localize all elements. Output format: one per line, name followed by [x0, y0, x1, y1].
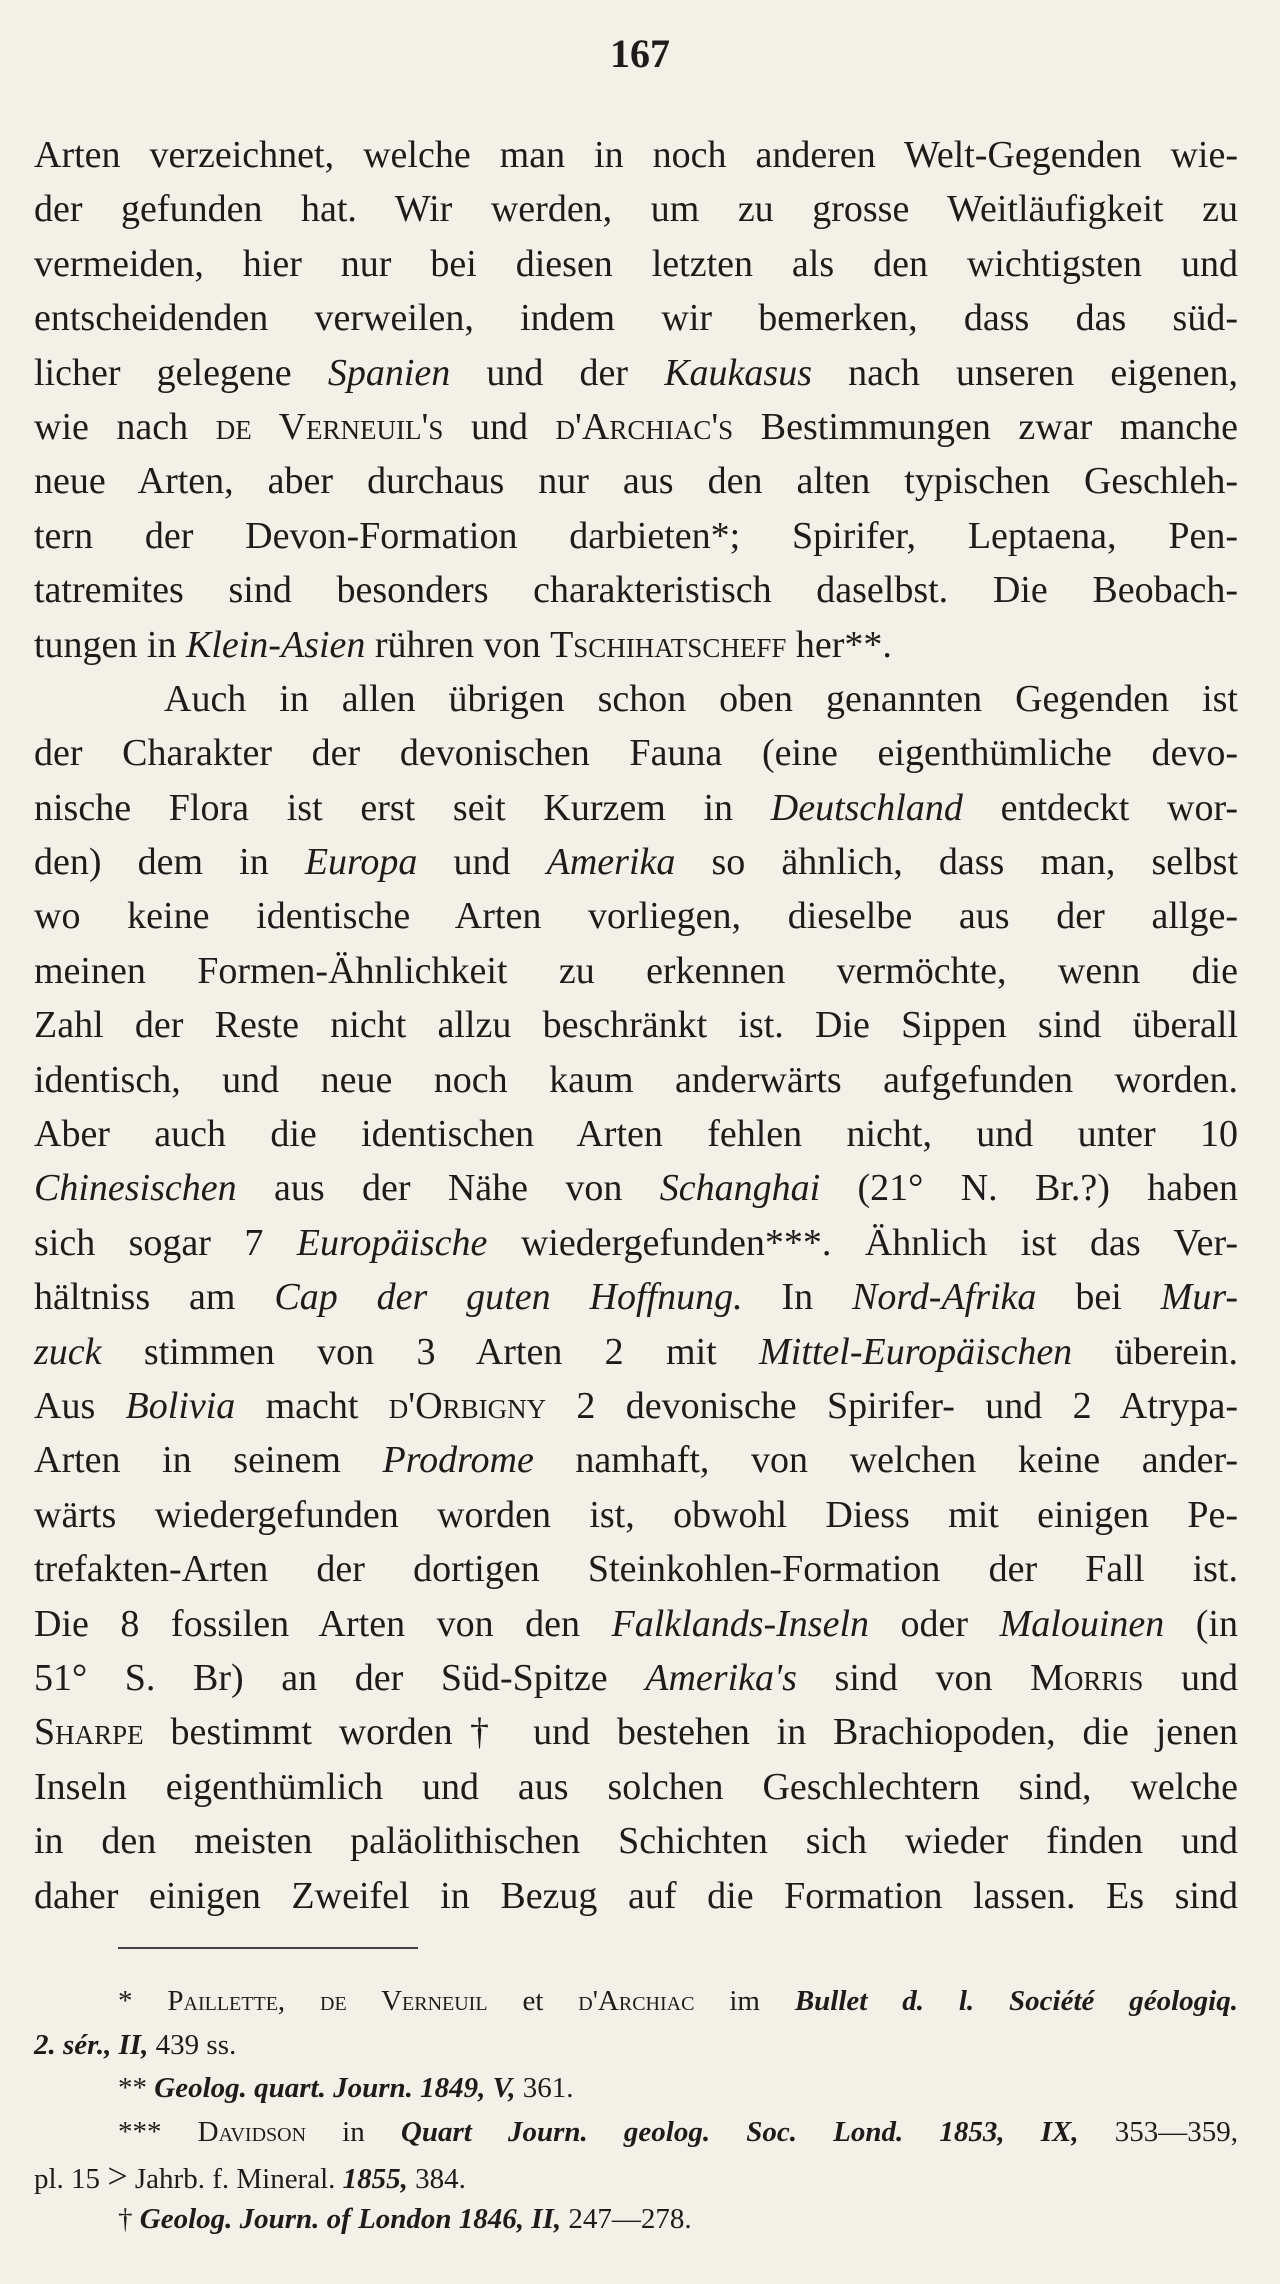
text-line: vermeiden, hier nur bei diesen letzten als den wichtigsten und [34, 242, 1238, 285]
text-line: Auch in allen übrigen schon oben genannten Gegenden ist [164, 677, 1238, 720]
text-line: Sharpe bestimmt worden† und bestehen in Brachiopoden, die jenen [34, 1711, 1238, 1754]
footnote-2: ** Geolog. quart. Journ. 1849, V, 361. [118, 2072, 574, 2105]
text-line: Inseln eigenthümlich und aus solchen Geschlechtern sind, welche [34, 1765, 1238, 1808]
text-line: 51° S. Br) an der Süd-Spitze Amerika's sind von Morris und [34, 1656, 1238, 1699]
text-line: der gefunden hat. Wir werden, um zu grosse Weitläufigkeit zu [34, 188, 1238, 231]
text-line: Aus Bolivia macht d'Orbigny 2 devonische Spirifer- und 2 Atrypa- [34, 1384, 1238, 1427]
text-line: tern der Devon-Formation darbieten*; Spirifer, Leptaena, Pen- [34, 514, 1238, 557]
text-line: Zahl der Reste nicht allzu beschränkt ist. Die Sippen sind überall [34, 1004, 1238, 1047]
text-line: Die 8 fossilen Arten von den Falklands-Inseln oder Malouinen (in [34, 1602, 1238, 1645]
text-line: trefakten-Arten der dortigen Steinkohlen-Formation der Fall ist. [34, 1548, 1238, 1591]
text-line: der Charakter der devonischen Fauna (eine eigenthümliche devo- [34, 732, 1238, 775]
text-line: wo keine identische Arten vorliegen, dieselbe aus der allge- [34, 895, 1238, 938]
text-line: Aber auch die identischen Arten fehlen nicht, und unter 10 [34, 1113, 1238, 1156]
footnote-3: *** Davidson in Quart Journ. geolog. Soc. Lond. 1853, IX, 353—359, [118, 2116, 1239, 2149]
page-number: 167 [610, 31, 670, 76]
text-line: zuck stimmen von 3 Arten 2 mit Mittel-Europäischen überein. [34, 1330, 1239, 1373]
text-line: Chinesischen aus der Nähe von Schanghai (21° N. Br.?) haben [34, 1167, 1238, 1210]
text-line: in den meisten paläolithischen Schichten sich wieder finden und [34, 1820, 1238, 1863]
text-line: wie nach de Verneuil's und d'Archiac's Bestimmungen zwar manche [34, 405, 1238, 448]
footnotes [34, 1980, 1238, 2242]
footnote-1: * Paillette, de Verneuil et d'Archiac im Bullet d. l. Société géologiq. [118, 1985, 1238, 2017]
text-line: tungen in Klein-Asien rühren von Tschihatscheff her**. [34, 623, 892, 666]
text-line: hältniss am Cap der guten Hoffnung. In Nord-Afrika bei Mur- [34, 1276, 1239, 1319]
footnote-divider [118, 1947, 418, 1949]
footnote-3-cont: pl. 15 > Jahrb. f. Mineral. 1855, 384. [34, 2155, 466, 2196]
text-line: daher einigen Zweifel in Bezug auf die Formation lassen. Es sind [34, 1874, 1238, 1917]
text-line: tatremites sind besonders charakteristisch daselbst. Die Beobach- [34, 569, 1238, 612]
text-line: nische Flora ist erst seit Kurzem in Deutschland entdeckt wor- [34, 786, 1238, 829]
text-line: identisch, und neue noch kaum anderwärts aufgefunden worden. [34, 1058, 1238, 1101]
text-line: Arten verzeichnet, welche man in noch anderen Welt-Gegenden wie- [34, 134, 1238, 176]
text-line: entscheidenden verweilen, indem wir bemerken, dass das süd- [34, 297, 1238, 340]
text-line: licher gelegene Spanien und der Kaukasus nach unseren eigenen, [34, 351, 1238, 394]
footnote-1-cont: 2. sér., II, 439 ss. [34, 2028, 237, 2061]
text-line: Arten in seinem Prodrome namhaft, von welchen keine ander- [34, 1439, 1239, 1482]
text-line: wärts wiedergefunden worden ist, obwohl Diess mit einigen Pe- [34, 1493, 1238, 1536]
footnote-4: † Geolog. Journ. of London 1846, II, 247—278. [118, 2203, 692, 2236]
text-line: sich sogar 7 Europäische wiedergefunden***. Ähnlich ist das Ver- [34, 1221, 1238, 1264]
text-line: den) dem in Europa und Amerika so ähnlich, dass man, selbst [34, 841, 1238, 884]
text-line: neue Arten, aber durchaus nur aus den alten typischen Geschleh- [34, 460, 1238, 503]
text-line: meinen Formen-Ähnlichkeit zu erkennen vermöchte, wenn die [34, 949, 1238, 992]
body-text [34, 128, 1238, 1923]
